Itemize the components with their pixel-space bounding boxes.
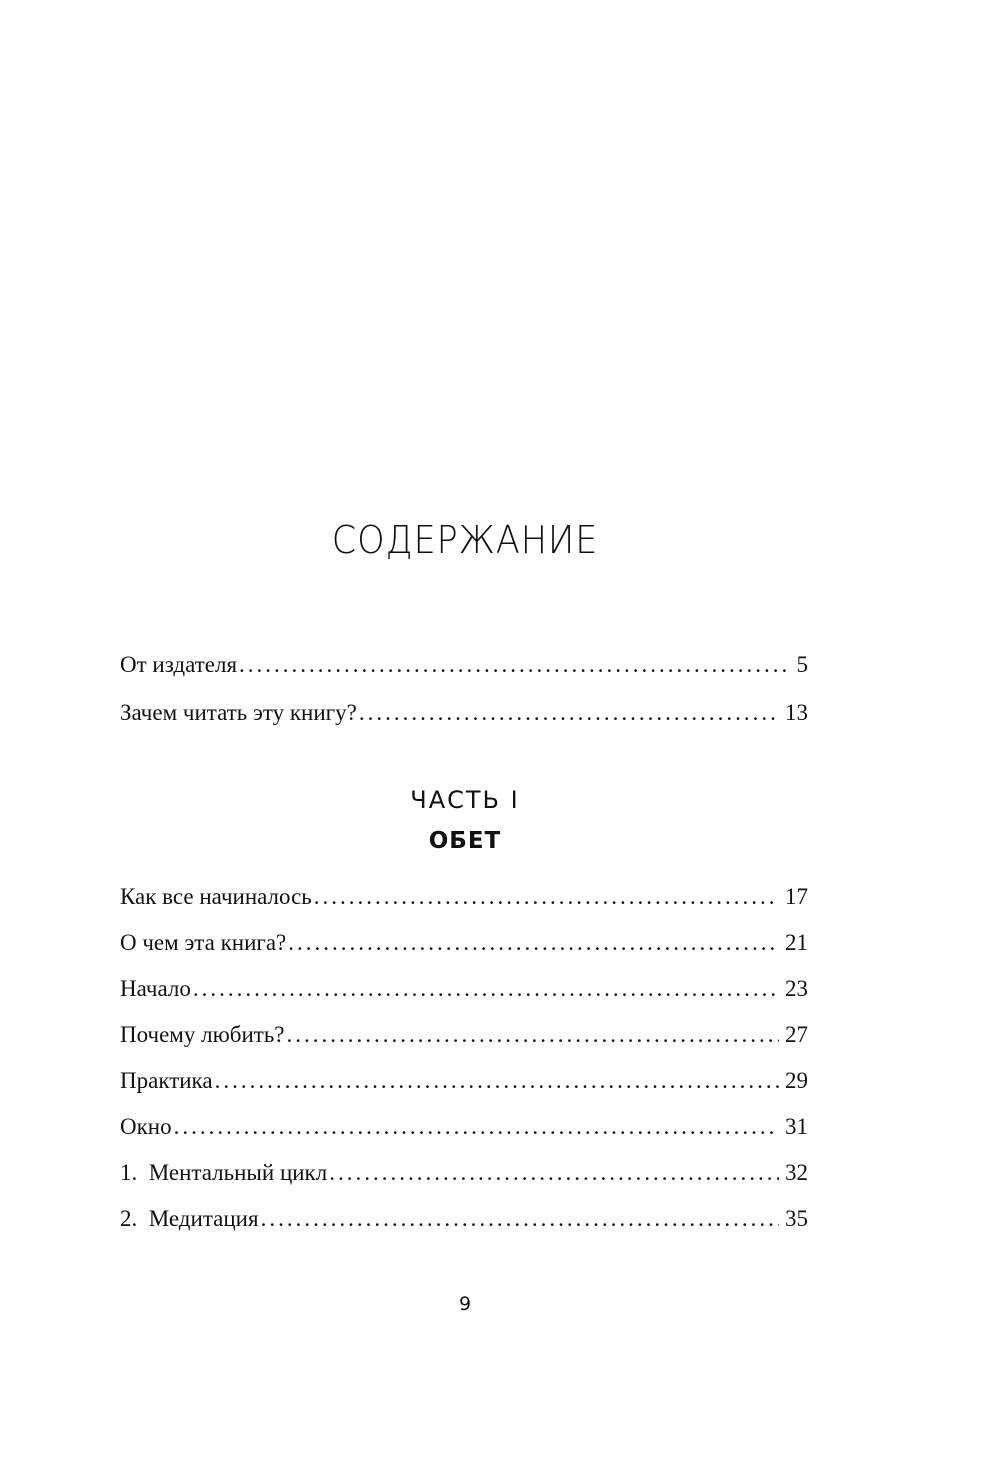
toc-entry-label: 1. Ментальный цикл (120, 1160, 328, 1185)
toc-dot-leader (174, 1110, 779, 1144)
toc-dot-leader (193, 972, 779, 1006)
toc-entry-label: От издателя (120, 652, 238, 677)
toc-entry (120, 880, 808, 914)
toc-entry (120, 1018, 808, 1052)
toc-entry-page: 23 (785, 976, 808, 1001)
toc-entry (120, 648, 808, 682)
toc-entry-page: 32 (785, 1160, 808, 1185)
toc-entry-page: 29 (785, 1068, 808, 1093)
toc-entry-label: О чем эта книга? (120, 930, 287, 955)
toc-entry (120, 972, 808, 1006)
toc-entry-page: 35 (785, 1206, 808, 1231)
toc-entry-label: 2. Медитация (120, 1206, 259, 1231)
page-number: 9 (458, 1293, 472, 1315)
toc-dot-leader (359, 696, 779, 730)
toc-entry-page: 31 (785, 1114, 808, 1139)
toc-entry (120, 696, 808, 730)
toc-entry (120, 926, 808, 960)
toc-entry-label: Начало (120, 976, 191, 1001)
toc-dot-leader (288, 926, 779, 960)
part-title: ОБЕТ (428, 828, 502, 854)
toc-entry (120, 1156, 808, 1190)
toc-entry-label: Зачем читать эту книгу? (120, 700, 357, 725)
toc-entry (120, 1064, 808, 1098)
toc-entry-label: Практика (120, 1068, 213, 1093)
toc-entry-page: 5 (796, 652, 808, 677)
toc-entry-label: Окно (120, 1114, 172, 1139)
toc-dot-leader (215, 1064, 779, 1098)
toc-entry (120, 1110, 808, 1144)
part-number: ЧАСТЬ I (410, 786, 520, 814)
toc-entry-label: Как все начиналось (120, 884, 312, 909)
toc-entry (120, 1202, 808, 1236)
toc-entry-page: 13 (785, 700, 808, 725)
toc-dot-leader (287, 1018, 779, 1052)
toc-title: СОДЕРЖАНИЕ (331, 518, 599, 562)
toc-dot-leader (239, 648, 790, 682)
toc-entry-page: 27 (785, 1022, 808, 1047)
toc-dot-leader (329, 1156, 779, 1190)
toc-entry-label: Почему любить? (120, 1022, 285, 1047)
toc-dot-leader (261, 1202, 779, 1236)
toc-entry-page: 17 (785, 884, 808, 909)
toc-dot-leader (314, 880, 779, 914)
toc-entry-page: 21 (785, 930, 808, 955)
